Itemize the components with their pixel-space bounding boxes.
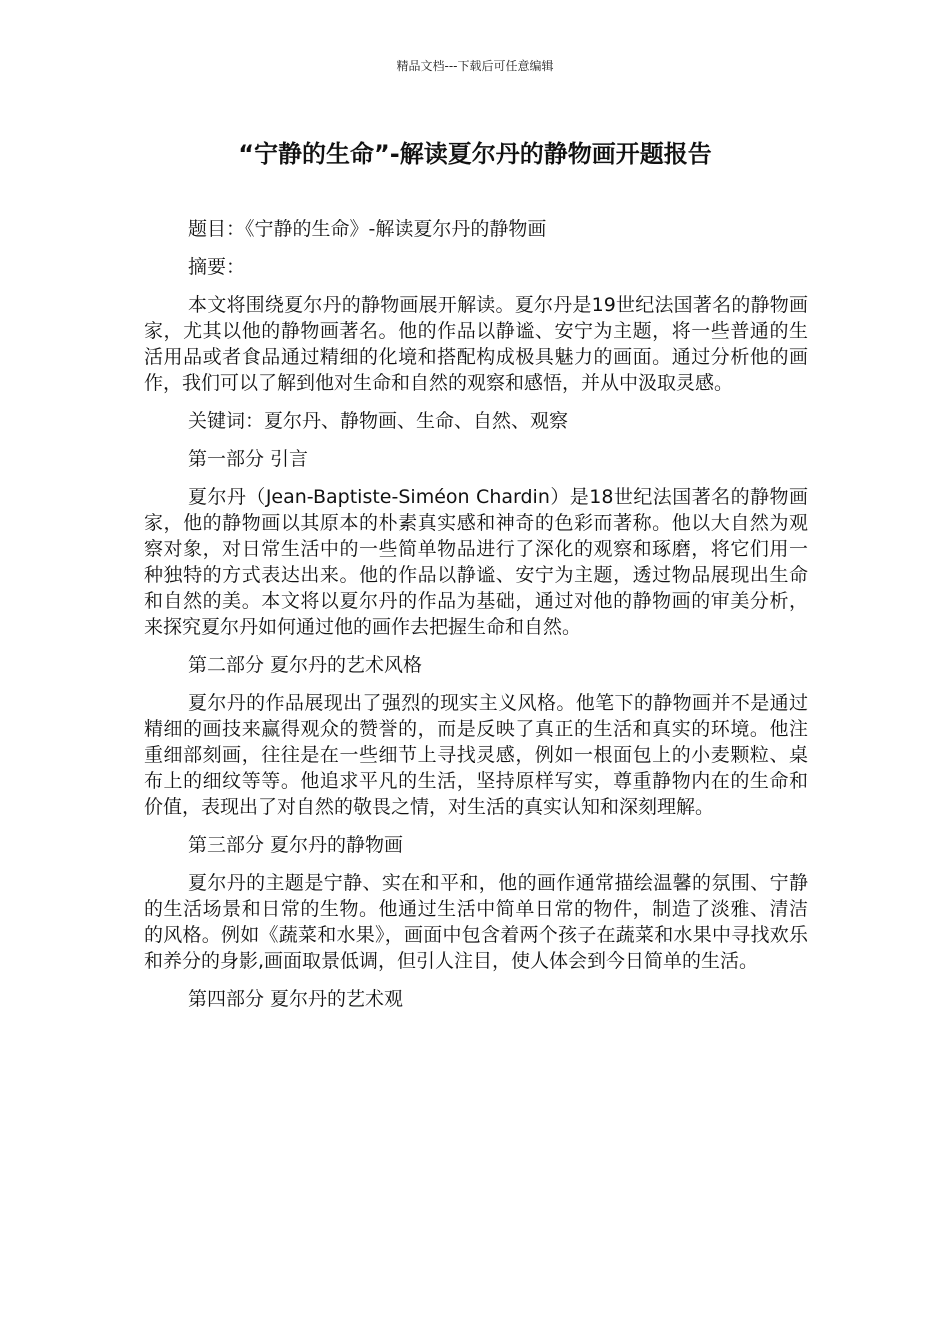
keywords-line: 关键词：夏尔丹、静物画、生命、自然、观察: [188, 410, 569, 432]
topic-line: 题目：《宁静的生命》-解读夏尔丹的静物画: [188, 218, 547, 240]
section-heading-3: 第三部分 夏尔丹的静物画: [188, 834, 404, 856]
section-paragraph-1: 夏尔丹（Jean-Baptiste-Siméon Chardin）是18世纪法国著名的静物画家，他的静物画以其原本的朴素真实感和神奇的色彩而著称。他以大自然为观察对象，对日常生活中的一些简单物品进行了深化的观察和琢磨，将它们用一种独特的方式表达出来。他的作品以静谧、安宁为主题，透过物品展现出生命和自然的美。本文将以夏尔丹的作品为基础，通过对他的静物画的审美分析，来探究夏尔丹如何通过他的画作去把握生命和自然。: [144, 486, 808, 638]
section-heading-2: 第二部分 夏尔丹的艺术风格: [188, 654, 423, 676]
page-header: 精品文档---下载后可任意编辑: [396, 59, 554, 73]
abstract-paragraph: 本文将围绕夏尔丹的静物画展开解读。夏尔丹是19世纪法国著名的静物画家，尤其以他的静物画著名。他的作品以静谧、安宁为主题，将一些普通的生活用品或者食品通过精细的化境和搭配构成极具魅力的画面。通过分析他的画作，我们可以了解到他对生命和自然的观察和感悟，并从中汲取灵感。: [144, 294, 808, 394]
section-heading-1: 第一部分 引言: [188, 448, 309, 470]
document-body: [144, 216, 808, 1024]
document-title: “宁静的生命”-解读夏尔丹的静物画开题报告: [238, 140, 712, 168]
abstract-label: 摘要：: [188, 256, 246, 278]
section-paragraph-2: 夏尔丹的作品展现出了强烈的现实主义风格。他笔下的静物画并不是通过精细的画技来赢得观众的赞誉的，而是反映了真正的生活和真实的环境。他注重细部刻画，往往是在一些细节上寻找灵感，例如一根面包上的小麦颗粒、桌布上的细纹等等。他追求平凡的生活，坚持原样写实，尊重静物内在的生命和价值，表现出了对自然的敬畏之情，对生活的真实认知和深刻理解。: [144, 692, 808, 818]
section-paragraph-3: 夏尔丹的主题是宁静、实在和平和，他的画作通常描绘温馨的氛围、宁静的生活场景和日常的生物。他通过生活中简单日常的物件，制造了淡雅、清洁的风格。例如《蔬菜和水果》，画面中包含着两个孩子在蔬菜和水果中寻找欢乐和养分的身影,画面取景低调，但引人注目，使人体会到今日简单的生活。: [144, 872, 808, 972]
section-heading-4: 第四部分 夏尔丹的艺术观: [188, 988, 404, 1010]
